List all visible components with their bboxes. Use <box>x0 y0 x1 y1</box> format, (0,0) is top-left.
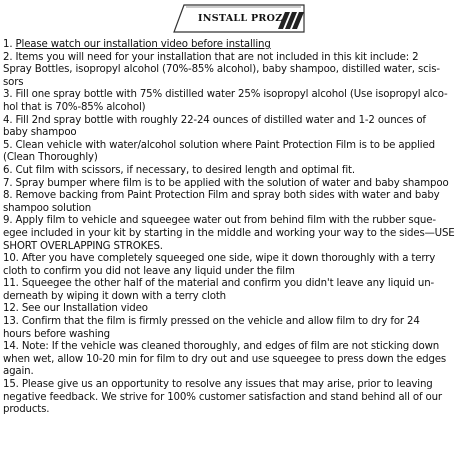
instruction-line <box>3 291 473 304</box>
instruction-line <box>3 228 473 241</box>
instruction-line <box>3 404 473 417</box>
instruction-text: SHORT OVERLAPPING STROKES. <box>3 240 163 252</box>
instruction-text: 9. Apply film to vehicle and squeegee water out from behind film with the rubber sque- <box>3 215 436 227</box>
instruction-text: 2. Items you will need for your installation that are not included in this kit include: 2 <box>3 51 419 63</box>
instruction-line <box>3 165 473 178</box>
instruction-line <box>3 341 473 354</box>
instruction-line <box>3 303 473 316</box>
instruction-line <box>3 152 473 165</box>
instruction-text: hol that is 70%-85% alcohol) <box>3 101 146 113</box>
instruction-text: 7. Spray bumper where film is to be applied with the solution of water and baby shampoo <box>3 177 449 189</box>
instruction-line <box>3 266 473 279</box>
instruction-text: 14. Note: If the vehicle was cleaned thoroughly, and edges of film are not sticking down <box>3 341 440 353</box>
instruction-line <box>3 366 473 379</box>
instruction-line <box>3 392 473 405</box>
instruction-line <box>3 203 473 216</box>
instruction-text: egee included in your kit by starting in the middle and working your way to the sides—USE <box>3 227 455 239</box>
instruction-link-text: Please watch our installation video before installing <box>15 39 271 50</box>
instruction-text: 5. Clean vehicle with water/alcohol solution where Paint Protection Film is to be applied <box>3 139 435 151</box>
instruction-line <box>3 140 473 153</box>
instruction-text: 6. Cut film with scissors, if necessary, to desired length and optimal fit. <box>3 164 355 176</box>
instruction-line <box>3 354 473 367</box>
instruction-line <box>3 329 473 342</box>
logo-text: INSTALL PROZ <box>198 13 283 24</box>
instruction-number: 1. <box>3 39 16 50</box>
instruction-text: 12. See our Installation video <box>3 303 148 315</box>
instruction-text: 4. Fill 2nd spray bottle with roughly 22-24 ounces of distilled water and 1-2 ounces of <box>3 114 426 126</box>
instruction-line <box>3 316 473 329</box>
instruction-text: 10. After you have completely squeeged one side, wipe it down thoroughly with a terry <box>3 253 436 265</box>
instruction-text: Spray Bottles, isopropyl alcohol (70%-85% alcohol), baby shampoo, distilled water, scis- <box>3 64 440 76</box>
instruction-text: 15. Please give us an opportunity to resolve any issues that may arise, prior to leaving <box>3 379 433 391</box>
instruction-line <box>3 241 473 254</box>
instruction-text: baby shampoo <box>3 127 77 139</box>
brand-logo <box>170 2 306 35</box>
instructions-list <box>3 39 473 417</box>
instruction-text: hours before washing <box>3 328 110 340</box>
instruction-line <box>3 115 473 128</box>
instruction-line <box>3 64 473 77</box>
instruction-text: cloth to confirm you did not leave any liquid under the film <box>3 265 295 277</box>
instruction-line <box>3 278 473 291</box>
instruction-text: negative feedback. We strive for 100% customer satisfaction and stand behind all of our <box>3 391 442 403</box>
instruction-line <box>3 178 473 191</box>
instruction-text: (Clean Thoroughly) <box>3 152 98 164</box>
instruction-text: products. <box>3 404 50 416</box>
instruction-text: sors <box>3 76 24 88</box>
instruction-text: again. <box>3 366 34 378</box>
instruction-text: 11. Squeegee the other half of the material and confirm you didn't leave any liquid un- <box>3 278 435 290</box>
instruction-line <box>3 77 473 90</box>
instruction-line <box>3 52 473 65</box>
instruction-line <box>3 102 473 115</box>
instruction-line <box>3 215 473 228</box>
instruction-text: 3. Fill one spray bottle with 75% distilled water 25% isopropyl alcohol (Use isopropyl alco- <box>3 89 448 101</box>
instruction-line <box>3 127 473 140</box>
instruction-line <box>3 190 473 203</box>
instruction-text: 8. Remove backing from Paint Protection Film and spray both sides with water and baby <box>3 190 440 202</box>
instruction-line <box>3 39 473 52</box>
instruction-text: when wet, allow 10-20 min for film to dry out and use squeegee to press down the edges <box>3 353 447 365</box>
instruction-text: 13. Confirm that the film is firmly pressed on the vehicle and allow film to dry for 24 <box>3 316 420 328</box>
instruction-line <box>3 379 473 392</box>
instruction-line <box>3 89 473 102</box>
instruction-line <box>3 253 473 266</box>
instruction-text: shampoo solution <box>3 202 92 214</box>
instruction-text: derneath by wiping it down with a terry cloth <box>3 290 226 302</box>
